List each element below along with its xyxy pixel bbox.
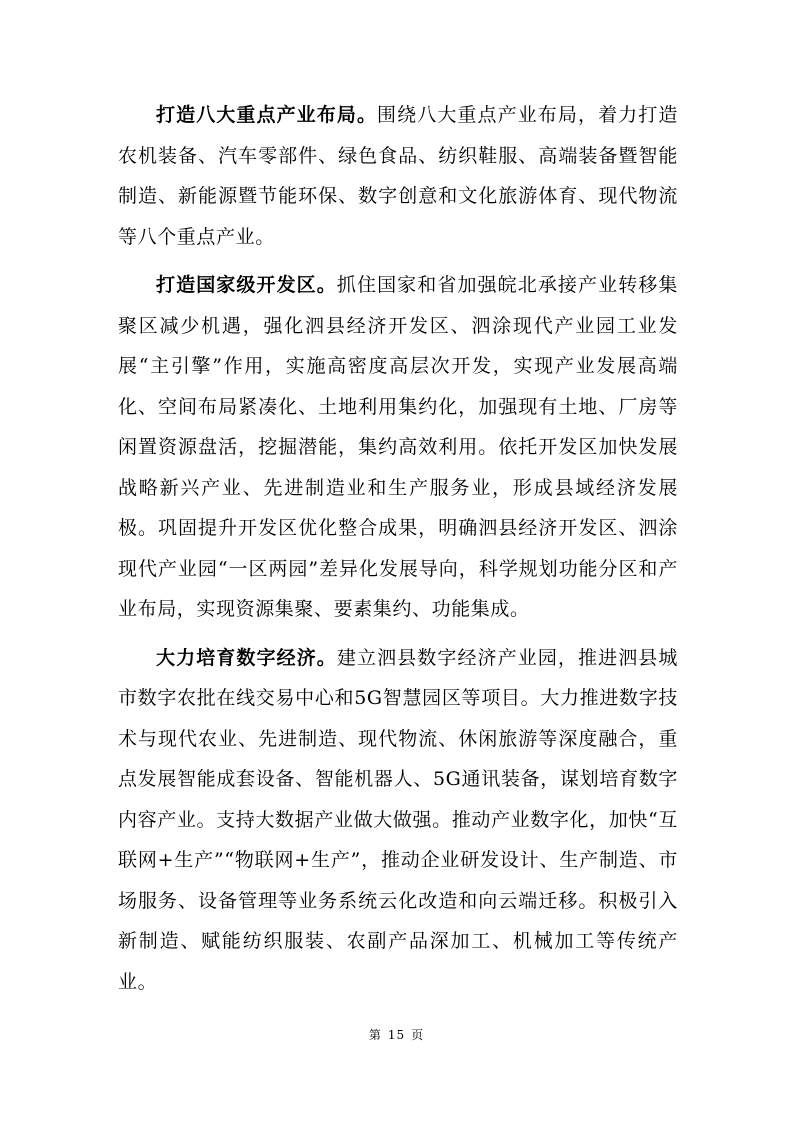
paragraph-heading: 打造国家级开发区。: [156, 274, 337, 296]
page-prefix: 第: [368, 1028, 382, 1042]
paragraph-heading: 打造八大重点产业布局。: [156, 104, 378, 126]
paragraph-text: 围绕八大重点产业布局，着力打造农机装备、汽车零部件、绿色食品、纺织鞋服、高端装备暨智能制造、新能源暨节能环保、数字创意和文化旅游体育、现代物流等八个重点产业。: [118, 104, 678, 248]
page-suffix: 页: [411, 1028, 425, 1042]
paragraph-digital-economy: [118, 638, 678, 1003]
page-footer: [0, 1026, 793, 1043]
paragraph-text: 建立泗县数字经济产业园，推进泗县城市数字农批在线交易中心和5G智慧园区等项目。大力推进数字技术与现代农业、先进制造、现代物流、休闲旅游等深度融合，重点发展智能成套设备、智能机器人、5G通讯装备，谋划培育数字内容产业。支持大数据产业做大做强。推动产业数字化，加快“互联网+生产”“物联网+生产”，推动企业研发设计、生产制造、市场服务、设备管理等业务系统云化改造和向云端迁移。积极引入新制造、赋能纺织服装、农副产品深加工、机械加工等传统产业。: [118, 646, 679, 993]
paragraph-heading: 大力培育数字经济。: [156, 646, 337, 669]
paragraph-text: 抓住国家和省加强皖北承接产业转移集聚区减少机遇，强化泗县经济开发区、泗涂现代产业园工业发展“主引擎”作用，实施高密度高层次开发，实现产业发展高端化、空间布局紧凑化、土地利用集约化，加强现有土地、厂房等闲置资源盘活，挖掘潜能，集约高效利用。依托开发区加快发展战略新兴产业、先进制造业和生产服务业，形成县域经济发展极。巩固提升开发区优化整合成果，明确泗县经济开发区、泗涂现代产业园“一区两园”差异化发展导向，科学规划功能分区和产业布局，实现资源集聚、要素集约、功能集成。: [118, 274, 679, 620]
paragraph-development-zone: [118, 265, 678, 630]
paragraph-industry-layout: [118, 95, 678, 257]
page-number: 15: [387, 1028, 406, 1042]
document-body: [118, 95, 678, 1010]
